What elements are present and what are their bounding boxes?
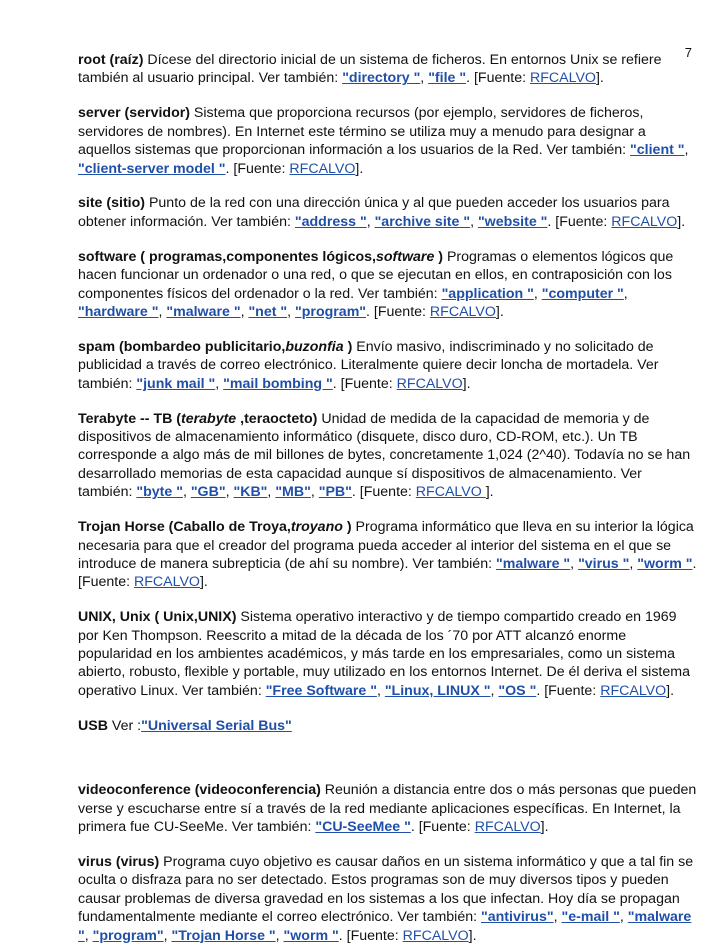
see-also-link[interactable]: "KB" <box>233 484 268 501</box>
entry-term: root (raíz) <box>78 52 144 68</box>
glossary-entry-software: software ( programas,componentes lógicos,software ) Programas o elementos lógicos que hacen funcionar un ordenador o una red, o que se ejecutan en ellos, en contraposición con los componentes físicos del ordenador o la red. Ver también: "application ", "computer ", "hardware ", "malware ", "net ", "program". [Fuente: RFCALVO]. <box>78 248 674 320</box>
entry-definition: Punto de la red con una dirección única y al que pueden acceder los usuarios para obtener información. Ver también: <box>78 195 670 230</box>
source-suffix: ]. <box>595 70 604 87</box>
entry-term <box>78 249 443 265</box>
entry-definition: Sistema operativo interactivo y de tiempo compartido creado en 1969 por Ken Thompson. Reescrito a mitad de la década de los ´70 por ATT alcanzó enorme popularidad en los ambientes académicos, y más tarde en los empresariales, como un sistema abierto, robusto, flexible y portable, muy utilizado en los entornos Internet. De él deriva el sistema operativo Linux. Ver también: <box>78 609 690 699</box>
see-also-link[interactable]: "website " <box>477 213 548 230</box>
glossary-entry-unix: UNIX, Unix ( Unix,UNIX) Sistema operativo interactivo y de tiempo compartido creado en 1969 por Ken Thompson. Reescrito a mitad de la década de los ´70 por ATT alcanzó enorme popularidad en los ambientes académicos, y más tarde en los empresariales, como un sistema abierto, robusto, flexible y portable, muy utilizado en los entornos Internet. De él deriva el sistema operativo Linux. Ver también: "Free Software ", "Linux, LINUX ", "OS ". [Fuente: RFCALVO]. <box>78 609 690 699</box>
entry-term <box>78 411 317 427</box>
see-also-link[interactable]: "Free Software " <box>265 682 377 699</box>
see-also-link[interactable]: "junk mail " <box>136 375 216 392</box>
entry-term <box>78 339 352 355</box>
glossary-entry-trojan-horse: Trojan Horse (Caballo de Troya,troyano ) Programa informático que lleva en su interior la lógica necesaria para que el creador del programa pueda acceder al interior del sistema en el que se introduce de manera subrepticia (de ahí su nombre). Ver también: "malware ", "virus ", "worm ". [Fuente: RFCALVO]. <box>78 519 697 591</box>
source-prefix: . [Fuente: <box>466 70 530 87</box>
term-italic: software <box>376 248 435 265</box>
source-prefix: . [Fuente: <box>332 375 397 392</box>
source-link[interactable]: RFCALVO <box>402 927 469 944</box>
entry-definition: Ver : <box>107 717 142 734</box>
see-also-link[interactable]: "worm " <box>637 555 693 572</box>
entry-definition: Unidad de medida de la capacidad de memoria y de dispositivos de almacenamiento informático (disquete, disco duro, CD-ROM, etc.). Un TB corresponde a algo más de mil billones de bytes, concretamente 1,024 (2^40). Todavía no se han desarrollado memorias de esta capacidad aunque sí dispositivos de almacenamiento. Ver también: <box>78 410 691 501</box>
see-also-link[interactable]: "hardware " <box>78 303 159 320</box>
entry-definition: Dícese del directorio inicial de un sistema de ficheros. En entornos Unix se refiere también al usuario principal. Ver también: <box>78 52 662 87</box>
see-also-link[interactable]: "PB" <box>318 484 352 501</box>
entry-term: USB <box>78 717 108 734</box>
source-prefix: . [Fuente: <box>366 303 430 320</box>
source-suffix: ]. <box>485 484 494 501</box>
entry-term: UNIX, Unix ( Unix,UNIX) <box>78 609 237 626</box>
see-also-link[interactable]: "file " <box>428 70 467 87</box>
source-prefix: . [Fuente: <box>225 160 290 177</box>
see-also-link[interactable]: "Trojan Horse " <box>171 927 276 944</box>
source-prefix: . [Fuente: <box>536 682 601 699</box>
source-link[interactable]: RFCALVO <box>529 70 596 87</box>
glossary-entry-root: root (raíz) Dícese del directorio inicial de un sistema de ficheros. En entornos Unix se refiere también al usuario principal. Ver también: "directory ", "file ". [Fuente: RFCALVO]. <box>78 52 662 87</box>
source-suffix: ]. <box>468 927 477 944</box>
see-also-link[interactable]: "archive site " <box>374 213 471 230</box>
glossary-entry-usb <box>78 717 698 735</box>
see-also-link[interactable]: "program" <box>295 303 367 320</box>
entry-term: server (servidor) <box>78 105 190 122</box>
see-also-link[interactable]: "client-server model " <box>78 160 226 177</box>
see-also-link[interactable]: "e-mail " <box>561 909 620 926</box>
glossary-entry-server: server (servidor) Sistema que proporciona recursos (por ejemplo, servidores de ficheros, servidores de nombres). En Internet este término se utiliza muy a menudo para designar a aquellos sistemas que proporcionan información a los usuarios de la Red. Ver también: "client ", "client-server model ". [Fuente: RFCALVO]. <box>78 105 689 177</box>
term-text: spam (bombardeo publicitario, <box>78 338 286 355</box>
see-also-link[interactable]: "Universal Serial Bus" <box>141 717 292 734</box>
see-also-link[interactable]: "address " <box>294 213 367 230</box>
source-link[interactable]: RFCALVO <box>415 484 486 501</box>
glossary-entry-virus: virus (virus) Programa cuyo objetivo es causar daños en un sistema informático y que a tal fin se oculta o disfraza para no ser detectado. Estos programas son de muy diversos tipos y pueden causar problemas de diversa gravedad en los sistemas a los que infectan. Hoy día se propagan fundamentalmente mediante el correo electrónico. Ver también: "antivirus", "e-mail ", "malware ", "program", "Trojan Horse ", "worm ". [Fuente: RFCALVO]. <box>78 853 694 944</box>
entry-term: site (sitio) <box>78 195 146 212</box>
see-also-link[interactable]: "mail bombing " <box>223 375 333 392</box>
term-text: ,teraocteto) <box>236 410 318 427</box>
see-also-link[interactable]: "program" <box>92 927 164 944</box>
source-suffix: ]. <box>677 213 686 230</box>
glossary-entry-site: site (sitio) Punto de la red con una dirección única y al que pueden acceder los usuarios para obtener información. Ver también: "address ", "archive site ", "website ". [Fuente: RFCALVO]. <box>78 195 686 230</box>
see-also-link[interactable]: "client " <box>630 142 685 159</box>
source-suffix: ]. <box>462 375 471 392</box>
glossary-entry-spam: spam (bombardeo publicitario,buzonfia ) Envío masivo, indiscriminado y no solicitado de publicidad a través de correo electrónico. Literalmente quiere decir loncha de mortadela. Ver también: "junk mail ", "mail bombing ". [Fuente: RFCALVO]. <box>78 338 659 392</box>
source-link[interactable]: RFCALVO <box>289 160 356 177</box>
term-italic: terabyte <box>181 410 237 427</box>
entry-definition: Programa informático que lleva en su interior la lógica necesaria para que el creador del programa pueda acceder al interior del sistema en el que se introduce de manera subrepticia (de ahí su nombre). Ver también: <box>78 519 694 572</box>
see-also-link[interactable]: "Linux, LINUX " <box>384 682 491 699</box>
see-also-link[interactable]: "application " <box>441 285 534 302</box>
source-suffix: ]. <box>540 819 549 835</box>
source-link[interactable]: RFCALVO <box>134 574 200 591</box>
see-also-link[interactable]: "MB" <box>275 484 311 501</box>
page-number: 7 <box>684 45 692 60</box>
glossary-entry-videoconference <box>78 781 698 836</box>
see-also-link[interactable]: "CU-SeeMee " <box>315 819 411 835</box>
source-prefix: . [Fuente: <box>351 484 416 501</box>
term-italic: buzonfia <box>285 338 344 355</box>
see-also-link[interactable]: "net " <box>248 303 288 320</box>
source-suffix: ]. <box>199 574 208 591</box>
source-link[interactable]: RFCALVO <box>474 819 541 835</box>
source-prefix: . [Fuente: <box>78 555 697 591</box>
source-suffix: ]. <box>495 303 504 320</box>
source-link[interactable]: RFCALVO <box>611 213 678 230</box>
source-suffix: ]. <box>666 682 675 699</box>
see-also-link[interactable]: "antivirus" <box>481 909 554 926</box>
source-link[interactable]: RFCALVO <box>600 682 667 699</box>
entry-term <box>78 519 352 535</box>
see-also-link[interactable]: "GB" <box>190 484 226 501</box>
see-also-link[interactable]: "byte " <box>136 484 183 501</box>
source-link[interactable]: RFCALVO <box>429 303 496 320</box>
term-italic: troyano <box>290 519 343 536</box>
glossary-entry-terabyte: Terabyte -- TB (terabyte ,teraocteto) Unidad de medida de la capacidad de memoria y de dispositivos de almacenamiento informático (disquete, disco duro, CD-ROM, etc.). Un TB corresponde a algo más de mil billones de bytes, concretamente 1,024 (2^40). Todavía no se han desarrollado memorias de esta capacidad aunque sí dispositivos de almacenamiento. Ver también: "byte ", "GB", "KB", "MB", "PB". [Fuente: RFCALVO ]. <box>78 410 691 501</box>
entry-definition: Programas o elementos lógicos que hacen funcionar un ordenador o una red, o que se ejecutan en ellos, en contraposición con los componentes físicos del ordenador o la red. Ver también: <box>78 248 674 302</box>
term-text: software ( programas,componentes lógicos, <box>78 248 376 265</box>
see-also-link[interactable]: "directory " <box>342 70 421 87</box>
see-also-link[interactable]: "malware " <box>495 555 571 572</box>
entry-definition: Sistema que proporciona recursos (por ejemplo, servidores de ficheros, servidores de nombres). En Internet este término se utiliza muy a menudo para designar a aquellos sistemas que proporcionan información a los usuarios de la Red. Ver también: <box>78 105 646 159</box>
entry-term: videoconference (videoconferencia) <box>78 782 321 799</box>
term-text: Trojan Horse (Caballo de Troya, <box>78 519 291 536</box>
source-link[interactable]: RFCALVO <box>396 375 463 392</box>
source-prefix: . [Fuente: <box>410 819 475 835</box>
term-text: ) <box>342 519 352 536</box>
source-prefix: . [Fuente: <box>547 213 612 230</box>
see-also-link[interactable]: "computer " <box>541 285 624 302</box>
entry-definition: Envío masivo, indiscriminado y no solicitado de publicidad a través de correo electrónico. Literalmente quiere decir loncha de mortadela. Ver también: <box>78 338 659 392</box>
term-text: ) <box>343 338 353 355</box>
see-also-link[interactable]: "worm " <box>283 927 339 944</box>
term-text: ) <box>434 248 444 265</box>
see-also-link[interactable]: "OS " <box>498 682 537 699</box>
see-also-link[interactable]: "malware " <box>78 909 692 944</box>
source-suffix: ]. <box>355 160 364 177</box>
see-also-link[interactable]: "malware " <box>166 303 241 320</box>
entry-definition: Programa cuyo objetivo es causar daños en un sistema informático y que a tal fin se oculta o disfraza para no ser detectado. Estos programas son de muy diversos tipos y pueden causar problemas de diversa gravedad en los sistemas a los que infectan. Hoy día se propagan fundamentalmente mediante el correo electrónico. Ver también: <box>78 853 694 926</box>
term-text: Terabyte -- TB ( <box>78 410 181 427</box>
entry-definition: Reunión a distancia entre dos o más personas que pueden verse y escucharse entre sí a través de la red mediante aplicaciones específicas. En Internet, la primera fue CU-SeeMe. Ver también: <box>78 782 697 835</box>
entry-term: virus (virus) <box>78 853 160 870</box>
see-also-link[interactable]: "virus " <box>578 555 630 572</box>
source-prefix: . [Fuente: <box>338 927 403 944</box>
